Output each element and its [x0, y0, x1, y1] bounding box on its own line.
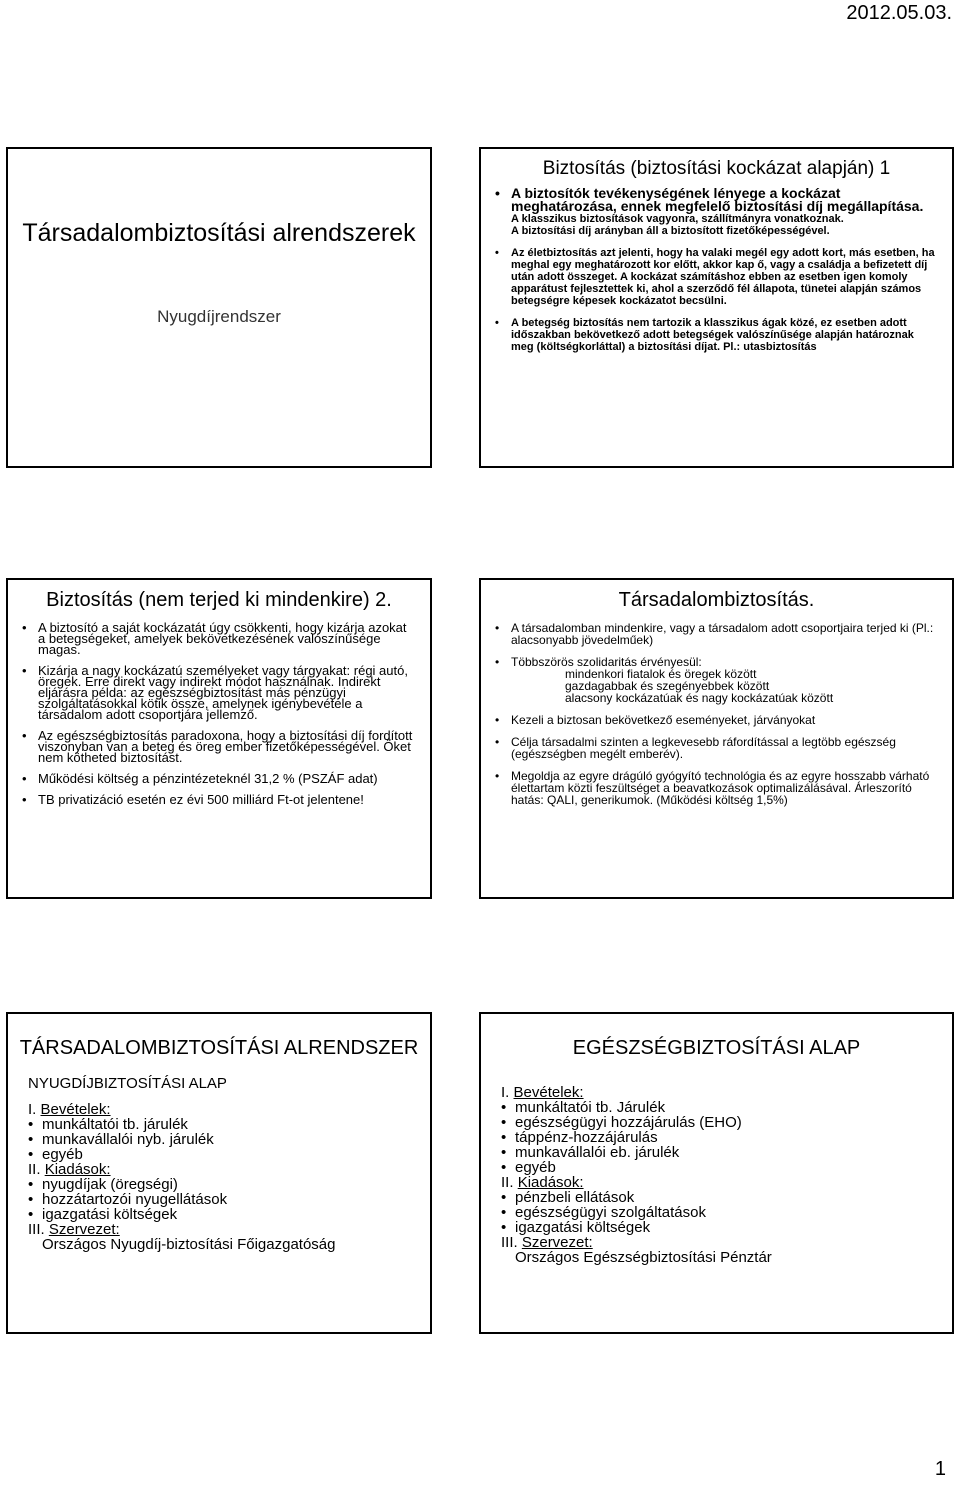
print-date: 2012.05.03. [846, 2, 952, 24]
bullet-text: Többszörös szolidaritás érvényesül: [511, 655, 702, 669]
list-item: • pénzbeli ellátások [515, 1190, 952, 1205]
list-item: • igazgatási költségek [42, 1207, 430, 1222]
slide-title: TÁRSADALOMBIZTOSÍTÁSI ALRENDSZER [19, 1037, 419, 1059]
bullet-list [481, 187, 952, 353]
list-item: • A társadalomban mindenkire, vagy a társadalom adott csoportjaira terjed ki (Pl.: alacsonyabb jövedelműek) [511, 622, 938, 646]
list-item: • Kezeli a biztosan bekövetkező eseményeket, járványokat [511, 714, 938, 726]
list-item [511, 656, 938, 704]
slide-2 [479, 147, 954, 468]
slide-title: Társadalombiztosítás. [618, 589, 815, 611]
list-item: • egyéb [515, 1160, 952, 1175]
revenue-list [501, 1100, 952, 1175]
list-item: • egészségügyi szolgáltatások [515, 1205, 952, 1220]
section-heading: III. Szervezet: [28, 1221, 120, 1238]
list-item: • Megoldja az egyre drágúló gyógyító technológia és az egyre hosszabb várható élettartam közti feszültséget a beavatkozások optimalizálásával. Árleszorító hatás: QALI, generikumok. (Működési költség 1,5%) [511, 770, 938, 806]
list-item: • nyugdíjak (öregségi) [42, 1177, 430, 1192]
revenue-list [28, 1117, 430, 1162]
list-item: • Működési költség a pénzintézeteknél 31,2 % (PSZÁF adat) [38, 773, 416, 784]
slide-title: EGÉSZSÉGBIZTOSÍTÁSI ALAP [572, 1037, 861, 1059]
section-heading: II. Kiadások: [501, 1174, 584, 1191]
list-item: • munkavállalói eb. járulék [515, 1145, 952, 1160]
section-heading: I. Bevételek: [28, 1101, 111, 1118]
list-item: • egészségügyi hozzájárulás (EHO) [515, 1115, 952, 1130]
sub-text: alacsony kockázatúak és nagy kockázatúak között [565, 691, 834, 705]
organization-name: Országos Egészségbiztosítási Pénztár [515, 1249, 772, 1266]
section-heading: III. Szervezet: [501, 1234, 593, 1251]
slide-title: Biztosítás (biztosítási kockázat alapján) 1 [542, 158, 891, 179]
bullet-list [8, 622, 430, 805]
list-item: • Az egészségbiztosítás paradoxona, hogy a biztosítási díj fordított viszonyban van a beteg és öreg ember fizetőképességével. Őket nem kötheted biztosítást. [38, 730, 416, 763]
list-item: • TB privatizáció esetén ez évi 500 milliárd Ft-ot jelentene! [38, 794, 416, 805]
organization-name: Országos Nyugdíj-biztosítási Főigazgatóság [42, 1236, 336, 1253]
list-item: • Az életbiztosítás azt jelenti, hogy ha valaki megél egy adott kort, más esetben, ha meghal egy meghatározott kor előtt, akkor kap ő, vagy a családja a befizetett díj után adott összeget. A kockázat számításhoz ebben az esetben igen komoly apparátust fejlesztettek ki, ahol a szerződő fél állapota, tünetei alapján számos betegségre képesek kockázatot becsülni. [511, 247, 938, 307]
expense-list [28, 1177, 430, 1222]
list-item [511, 187, 938, 237]
slide-5 [6, 1012, 432, 1334]
list-item: • munkáltatói tb. Járulék [515, 1100, 952, 1115]
sub-text: A biztosítási díj arányban áll a biztosított fizetőképességével. [511, 225, 830, 237]
slide-subtitle: NYUGDÍJBIZTOSÍTÁSI ALAP [28, 1075, 227, 1092]
sub-text: mindenkori fiatalok és öregek között [565, 667, 757, 681]
list-item: • munkavállalói nyb. járulék [42, 1132, 430, 1147]
section-heading: I. Bevételek: [501, 1084, 584, 1101]
list-item: • táppénz-hozzájárulás [515, 1130, 952, 1145]
fund-structure [481, 1085, 952, 1265]
bullet-list [481, 622, 952, 806]
list-item: • A biztosító a saját kockázatát úgy csökkenti, hogy kizárja azokat a betegségeket, amelyek bekövetkezésének valószínűsége magas. [38, 622, 416, 655]
slide-title: Biztosítás (nem terjed ki mindenkire) 2. [46, 589, 392, 611]
list-item: • egyéb [42, 1147, 430, 1162]
slide-4 [479, 578, 954, 899]
list-item: • Célja társadalmi szinten a legkevesebb ráfordítással a legtöbb egészség (egészségben megélt emberév). [511, 736, 938, 760]
fund-structure [8, 1102, 430, 1252]
list-item: • Kizárja a nagy kockázatú személyeket vagy tárgyakat: régi autó, öregek. Erre direkt vagy indirekt módot használnak. Indirekt eljárásra példa: az egészségbiztosítást más pénzügyi szolgáltatásokkal kötik össze, amelynek igénybevétele a társadalom adott csoportjára jellemző. [38, 665, 416, 720]
slide-1 [6, 147, 432, 468]
list-item: • hozzátartozói nyugellátások [42, 1192, 430, 1207]
slide-3 [6, 578, 432, 899]
page-number: 1 [934, 1458, 946, 1480]
section-heading: II. Kiadások: [28, 1161, 111, 1178]
slide-subtitle: Nyugdíjrendszer [157, 307, 281, 326]
list-item: • A betegség biztosítás nem tartozik a klasszikus ágak közé, ez esetben adott időszakban bekövetkező adott betegségek valószínűsége alapján határoznak meg (költségkorláttal) a biztosítási díjat. Pl.: utasbiztosítás [511, 317, 938, 353]
slide-title: Társadalombiztosítási alrendszerek [22, 219, 416, 247]
list-item: • munkáltatói tb. járulék [42, 1117, 430, 1132]
sub-text: gazdagabbak és szegényebbek között [565, 679, 770, 693]
slide-6 [479, 1012, 954, 1334]
list-item: • igazgatási költségek [515, 1220, 952, 1235]
bullet-text: A biztosítók tevékenységének lényege a kockázat meghatározása, ennek megfelelő biztosítási díj megállapítása. [511, 185, 924, 214]
expense-list [501, 1190, 952, 1235]
sub-text: A klasszikus biztosítások vagyonra, szállítmányra vonatkoznak. [511, 213, 844, 225]
